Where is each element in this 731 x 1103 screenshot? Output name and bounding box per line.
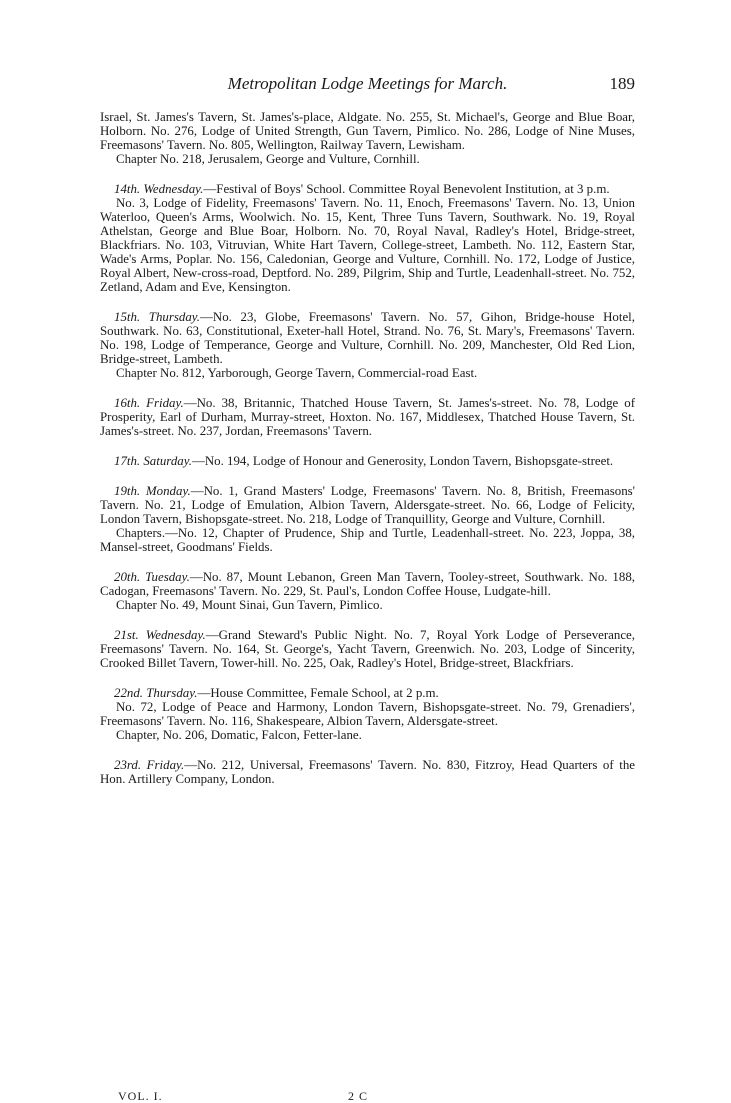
entry-first-paragraph bbox=[100, 686, 635, 700]
meeting-entry bbox=[100, 758, 635, 786]
entry-date: 19th. Monday. bbox=[114, 484, 191, 498]
page-header bbox=[100, 74, 635, 96]
entry-paragraph bbox=[100, 598, 635, 612]
meeting-entry bbox=[100, 484, 635, 554]
running-title: Metropolitan Lodge Meetings for March. bbox=[227, 74, 508, 93]
entry-text: —No. 87, Mount Lebanon, Green Man Tavern, Tooley-street, Southwark. No. 188, Cadogan, Freemasons' Tavern. No. 229, St. Paul's, London Coffee House, Ludgate-hill. bbox=[100, 570, 635, 598]
continuation-entry bbox=[100, 110, 635, 166]
meeting-entry bbox=[100, 396, 635, 438]
meeting-entry bbox=[100, 182, 635, 294]
entry-first-paragraph bbox=[100, 454, 635, 468]
entry-first-paragraph bbox=[100, 484, 635, 526]
entry-paragraph bbox=[100, 728, 635, 742]
entry-text: No. 3, Lodge of Fidelity, Freemasons' Tavern. No. 11, Enoch, Freemasons' Tavern. No. 13, Union Waterloo, Queen's Arms, Woolwich. No. 15, Kent, Three Tuns Tavern, Southwark. No. 19, Royal Athelstan, George and Blue Boar, Holborn. No. 70, Royal Naval, Radley's Hotel, Bridge-street, Blackfriars. No. 103, Vitruvian, White Hart Tavern, College-street, Lambeth. No. 112, Eastern Star, Wade's Arms, Poplar. No. 156, Caledonian, George and Vulture, Cornhill. No. 172, Lodge of Justice, Royal Albert, New-cross-road, Deptford. No. 289, Pilgrim, Ship and Turtle, Leadenhall-street. No. 752, Zetland, Adam and Eve, Kensington. bbox=[100, 196, 635, 294]
continuation-chapter: Chapter No. 218, Jerusalem, George and Vulture, Cornhill. bbox=[116, 152, 420, 166]
entry-date: 17th. Saturday. bbox=[114, 454, 192, 468]
entry-text: —No. 38, Britannic, Thatched House Tavern, St. James's-street. No. 78, Lodge of Prosperity, Earl of Durham, Murray-street, Hoxton. No. 167, Middlesex, Thatched House Tavern, St. James's-street. No. 237, Jordan, Freemasons' Tavern. bbox=[100, 396, 635, 438]
entry-text: —House Committee, Female School, at 2 p.m. bbox=[197, 686, 439, 700]
meeting-entry bbox=[100, 628, 635, 670]
meeting-entry bbox=[100, 686, 635, 742]
entry-paragraph bbox=[100, 526, 635, 554]
entry-first-paragraph bbox=[100, 310, 635, 366]
entry-date: 23rd. Friday. bbox=[114, 758, 185, 772]
entry-text: Chapters.—No. 12, Chapter of Prudence, Ship and Turtle, Leadenhall-street. No. 223, Joppa, 38, Mansel-street, Goodmans' Fields. bbox=[100, 526, 635, 554]
page-number: 189 bbox=[609, 74, 635, 93]
entry-text: No. 72, Lodge of Peace and Harmony, London Tavern, Bishopsgate-street. No. 79, Grenadiers', Freemasons' Tavern. No. 116, Shakespeare, Albion Tavern, Aldersgate-street. bbox=[100, 700, 635, 728]
page-body bbox=[100, 110, 635, 802]
meeting-entries bbox=[100, 182, 635, 786]
volume-label: VOL. I. bbox=[118, 1089, 163, 1103]
entry-text: —No. 23, Globe, Freemasons' Tavern. No. 57, Gihon, Bridge-house Hotel, Southwark. No. 63, Constitutional, Exeter-hall Hotel, Strand. No. 76, St. Mary's, Freemasons' Tavern. No. 198, Lodge of Temperance, George and Vulture, Cornhill. No. 209, Manchester, Old Red Lion, Bridge-street, Lambeth. bbox=[100, 310, 635, 366]
continuation-text: Israel, St. James's Tavern, St. James's-place, Aldgate. No. 255, St. Michael's, George and Blue Boar, Holborn. No. 276, Lodge of United Strength, Gun Tavern, Pimlico. No. 286, Lodge of Nine Muses, Freemasons' Tavern. No. 805, Wellington, Railway Tavern, Lewisham. bbox=[100, 110, 635, 152]
entry-text: —No. 194, Lodge of Honour and Generosity, London Tavern, Bishopsgate-street. bbox=[191, 454, 614, 468]
meeting-entry bbox=[100, 570, 635, 612]
meeting-entry bbox=[100, 454, 635, 468]
entry-first-paragraph bbox=[100, 570, 635, 598]
entry-date: 14th. Wednesday. bbox=[114, 182, 204, 196]
entry-date: 15th. Thursday. bbox=[114, 310, 201, 324]
entry-date: 21st. Wednesday. bbox=[114, 628, 206, 642]
entry-text: —No. 1, Grand Masters' Lodge, Freemasons' Tavern. No. 8, British, Freemasons' Tavern. No. 21, Lodge of Emulation, Albion Tavern, Aldersgate-street. No. 66, Lodge of Felicity, London Tavern, Bishopsgate-street. No. 218, Lodge of Tranquillity, George and Vulture, Cornhill. bbox=[100, 484, 635, 526]
entry-date: 16th. Friday. bbox=[114, 396, 184, 410]
entry-first-paragraph bbox=[100, 758, 635, 786]
entry-text: —Festival of Boys' School. Committee Royal Benevolent Institution, at 3 p.m. bbox=[203, 182, 610, 196]
entry-paragraph bbox=[100, 700, 635, 728]
entry-paragraph bbox=[100, 366, 635, 380]
entry-first-paragraph bbox=[100, 182, 635, 196]
entry-date: 22nd. Thursday. bbox=[114, 686, 198, 700]
meeting-entry bbox=[100, 310, 635, 380]
entry-text: Chapter No. 49, Mount Sinai, Gun Tavern, Pimlico. bbox=[116, 598, 383, 612]
page-footer bbox=[118, 1089, 635, 1103]
signature-mark: 2 C bbox=[348, 1089, 369, 1103]
entry-first-paragraph bbox=[100, 396, 635, 438]
entry-text: Chapter No. 812, Yarborough, George Tavern, Commercial-road East. bbox=[116, 366, 478, 380]
entry-paragraph bbox=[100, 196, 635, 294]
entry-text: Chapter, No. 206, Domatic, Falcon, Fetter-lane. bbox=[116, 728, 362, 742]
entry-text: —No. 212, Universal, Freemasons' Tavern. No. 830, Fitzroy, Head Quarters of the Hon. Artillery Company, London. bbox=[100, 758, 635, 786]
entry-first-paragraph bbox=[100, 628, 635, 670]
entry-date: 20th. Tuesday. bbox=[114, 570, 190, 584]
entry-text: —Grand Steward's Public Night. No. 7, Royal York Lodge of Perseverance, Freemasons' Tavern. No. 164, St. George's, Yacht Tavern, Greenwich. No. 203, Lodge of Sincerity, Crooked Billet Tavern, Tower-hill. No. 225, Oak, Radley's Hotel, Bridge-street, Blackfriars. bbox=[100, 628, 636, 670]
